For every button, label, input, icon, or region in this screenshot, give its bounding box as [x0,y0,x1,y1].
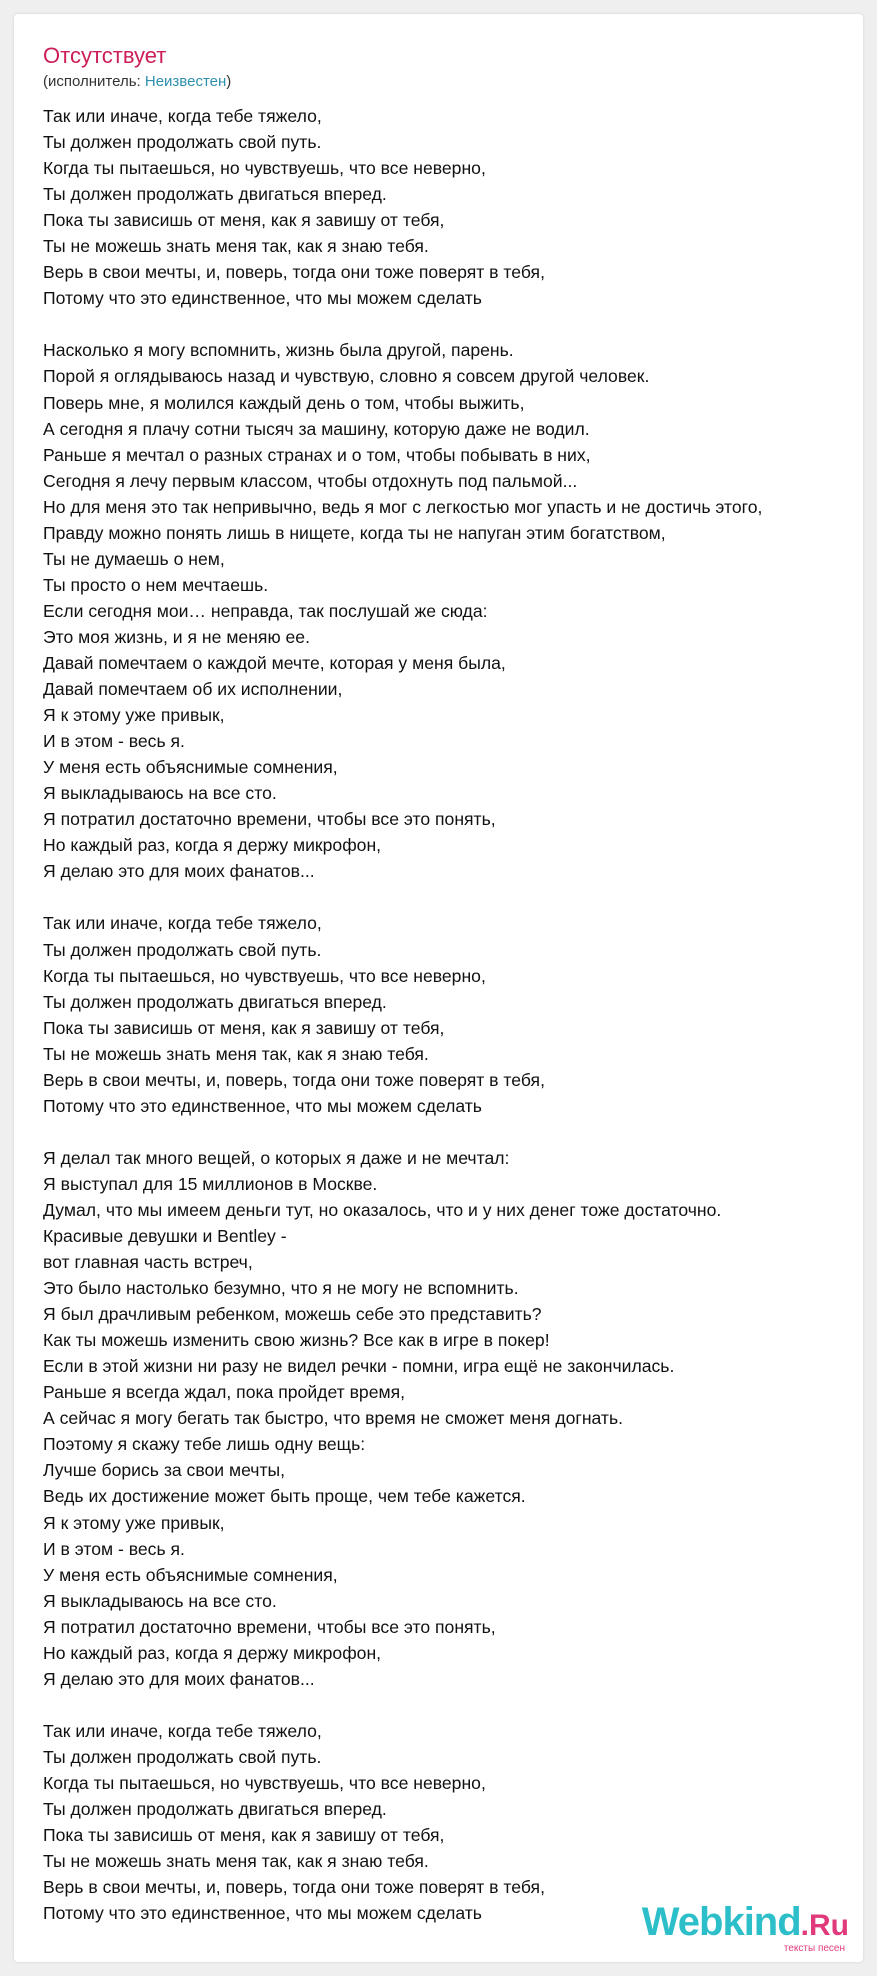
lyric-line: И в этом - весь я. [43,731,185,752]
lyric-line: Потому что это единственное, что мы можем сделать [43,1903,482,1924]
song-title: Отсутствует [43,43,167,68]
lyric-line: Лучше борись за свои мечты, [43,1460,286,1481]
logo-wordmark [642,1902,849,1946]
lyric-line: Так или иначе, когда тебе тяжело, [43,106,322,126]
lyric-line: Так или иначе, когда тебе тяжело, [43,913,322,934]
lyric-line: Когда ты пытаешься, но чувствуешь, что все неверно, [43,965,486,986]
stanza-break [43,311,873,337]
lyric-line: Но для меня это так непривычно, ведь я мог с легкостью мог упасть и не достичь этого, [43,496,763,517]
lyric-line: А сегодня я плачу сотни тысяч за машину, которую даже не водил. [43,418,590,439]
lyric-line: Раньше я мечтал о разных странах и о том, чтобы побывать в них, [43,444,591,465]
lyric-line: Потому что это единственное, что мы можем сделать [43,288,482,309]
lyric-line: Раньше я всегда ждал, пока пройдет время, [43,1382,406,1403]
lyric-line: Я выкладываюсь на все сто. [43,1590,277,1611]
lyrics-body [43,103,873,1926]
lyric-line: Ты должен продолжать двигаться вперед. [43,991,387,1012]
lyric-line: Я делал так много вещей, о которых я даже и не мечтал: [43,1147,510,1168]
lyric-line: Поверь мне, я молился каждый день о том, чтобы выжить, [43,392,525,413]
lyric-line: Я к этому уже привык, [43,705,225,726]
lyric-line: Я делаю это для моих фанатов... [43,1668,315,1689]
logo-tld: .Ru [800,1909,849,1942]
lyric-line: Я делаю это для моих фанатов... [43,861,315,882]
lyric-line: Ты не можешь знать меня так, как я знаю тебя. [43,236,429,257]
lyric-line: Пока ты зависишь от меня, как я завишу от тебя, [43,1017,445,1038]
logo-tagline: тексты песен [783,1943,845,1954]
lyric-line: Это было настолько безумно, что я не могу не вспомнить. [43,1278,519,1299]
lyric-line: Давай помечтаем о каждой мечте, которая у меня была, [43,652,506,673]
lyric-line: Как ты можешь изменить свою жизнь? Все как в игре в покер! [43,1330,550,1351]
lyric-line: Ты должен продолжать свой путь. [43,1746,322,1767]
lyric-line: Ты должен продолжать свой путь. [43,939,322,960]
lyric-line: Я потратил достаточно времени, чтобы все это понять, [43,1616,496,1637]
lyric-line: Это моя жизнь, и я не меняю ее. [43,626,310,647]
lyric-line: Я к этому уже привык, [43,1512,225,1533]
lyric-line: У меня есть объяснимые сомнения, [43,1564,338,1585]
artist-prefix: (исполнитель: [43,73,145,90]
artist-line [43,73,231,91]
artist-suffix: ) [226,73,232,90]
lyric-line: Ты не можешь знать меня так, как я знаю тебя. [43,1851,429,1872]
lyric-line: Ты не можешь знать меня так, как я знаю тебя. [43,1043,429,1064]
lyric-line: Если сегодня мои… неправда, так послушай же сюда: [43,600,488,621]
lyric-line: Верь в свои мечты, и, поверь, тогда они тоже поверят в тебя, [43,1877,545,1898]
lyric-line: Так или иначе, когда тебе тяжело, [43,1720,322,1741]
lyric-line: Когда ты пытаешься, но чувствуешь, что все неверно, [43,1773,486,1793]
lyric-line: Если в этой жизни ни разу не видел речки - помни, игра ещё не закончилась. [43,1356,675,1377]
lyric-line: Насколько я могу вспомнить, жизнь была другой, парень. [43,340,514,361]
lyric-line: И в этом - весь я. [43,1538,185,1559]
lyric-line: Ты должен продолжать двигаться вперед. [43,184,387,205]
lyric-line: Давай помечтаем об их исполнении, [43,679,343,700]
site-logo[interactable] [642,1902,849,1954]
lyric-line: Порой я оглядываюсь назад и чувствую, словно я совсем другой человек. [43,366,650,387]
lyric-line: Пока ты зависишь от меня, как я завишу от тебя, [43,1825,445,1846]
artist-link[interactable]: Неизвестен [144,73,227,90]
stanza-break [43,1692,873,1718]
logo-name: Webkind [641,1900,801,1944]
lyric-line: Красивые девушки и Bentley - [43,1226,287,1247]
lyric-line: Поэтому я скажу тебе лишь одну вещь: [43,1434,366,1455]
lyric-line: Я выкладываюсь на все сто. [43,783,277,804]
lyric-line: Я выступал для 15 миллионов в Москве. [43,1173,378,1194]
lyric-line: Ты просто о нем мечтаешь. [43,574,269,595]
lyric-line: Ты должен продолжать свой путь. [43,132,322,153]
lyric-line: А сейчас я могу бегать так быстро, что время не сможет меня догнать. [43,1408,624,1429]
lyric-line: Но каждый раз, когда я держу микрофон, [43,1642,382,1663]
lyric-line: Ты не думаешь о нем, [43,548,225,569]
lyric-line: Когда ты пытаешься, но чувствуешь, что все неверно, [43,158,486,179]
lyric-line: Но каждый раз, когда я держу микрофон, [43,835,382,856]
lyric-line: Потому что это единственное, что мы можем сделать [43,1095,482,1116]
lyric-line: вот главная часть встреч, [43,1252,253,1273]
lyric-line: Верь в свои мечты, и, поверь, тогда они тоже поверят в тебя, [43,1069,545,1090]
lyric-line: У меня есть объяснимые сомнения, [43,757,338,778]
lyric-line: Ты должен продолжать двигаться вперед. [43,1799,387,1820]
lyric-line: Сегодня я лечу первым классом, чтобы отдохнуть под пальмой... [43,470,578,491]
lyric-line: Я потратил достаточно времени, чтобы все это понять, [43,809,496,830]
lyric-line: Правду можно понять лишь в нищете, когда ты не напуган этим богатством, [43,522,666,543]
lyric-line: Пока ты зависишь от меня, как я завишу от тебя, [43,210,445,231]
lyric-line: Верь в свои мечты, и, поверь, тогда они тоже поверят в тебя, [43,262,545,283]
lyric-line: Ведь их достижение может быть проще, чем тебе кажется. [43,1486,526,1507]
lyric-line: Я был драчливым ребенком, можешь себе это представить? [43,1304,542,1325]
stanza-break [43,884,873,910]
lyric-line: Думал, что мы имеем деньги тут, но оказалось, что и у них денег тоже достаточно. [43,1199,722,1220]
stanza-break [43,1119,873,1145]
